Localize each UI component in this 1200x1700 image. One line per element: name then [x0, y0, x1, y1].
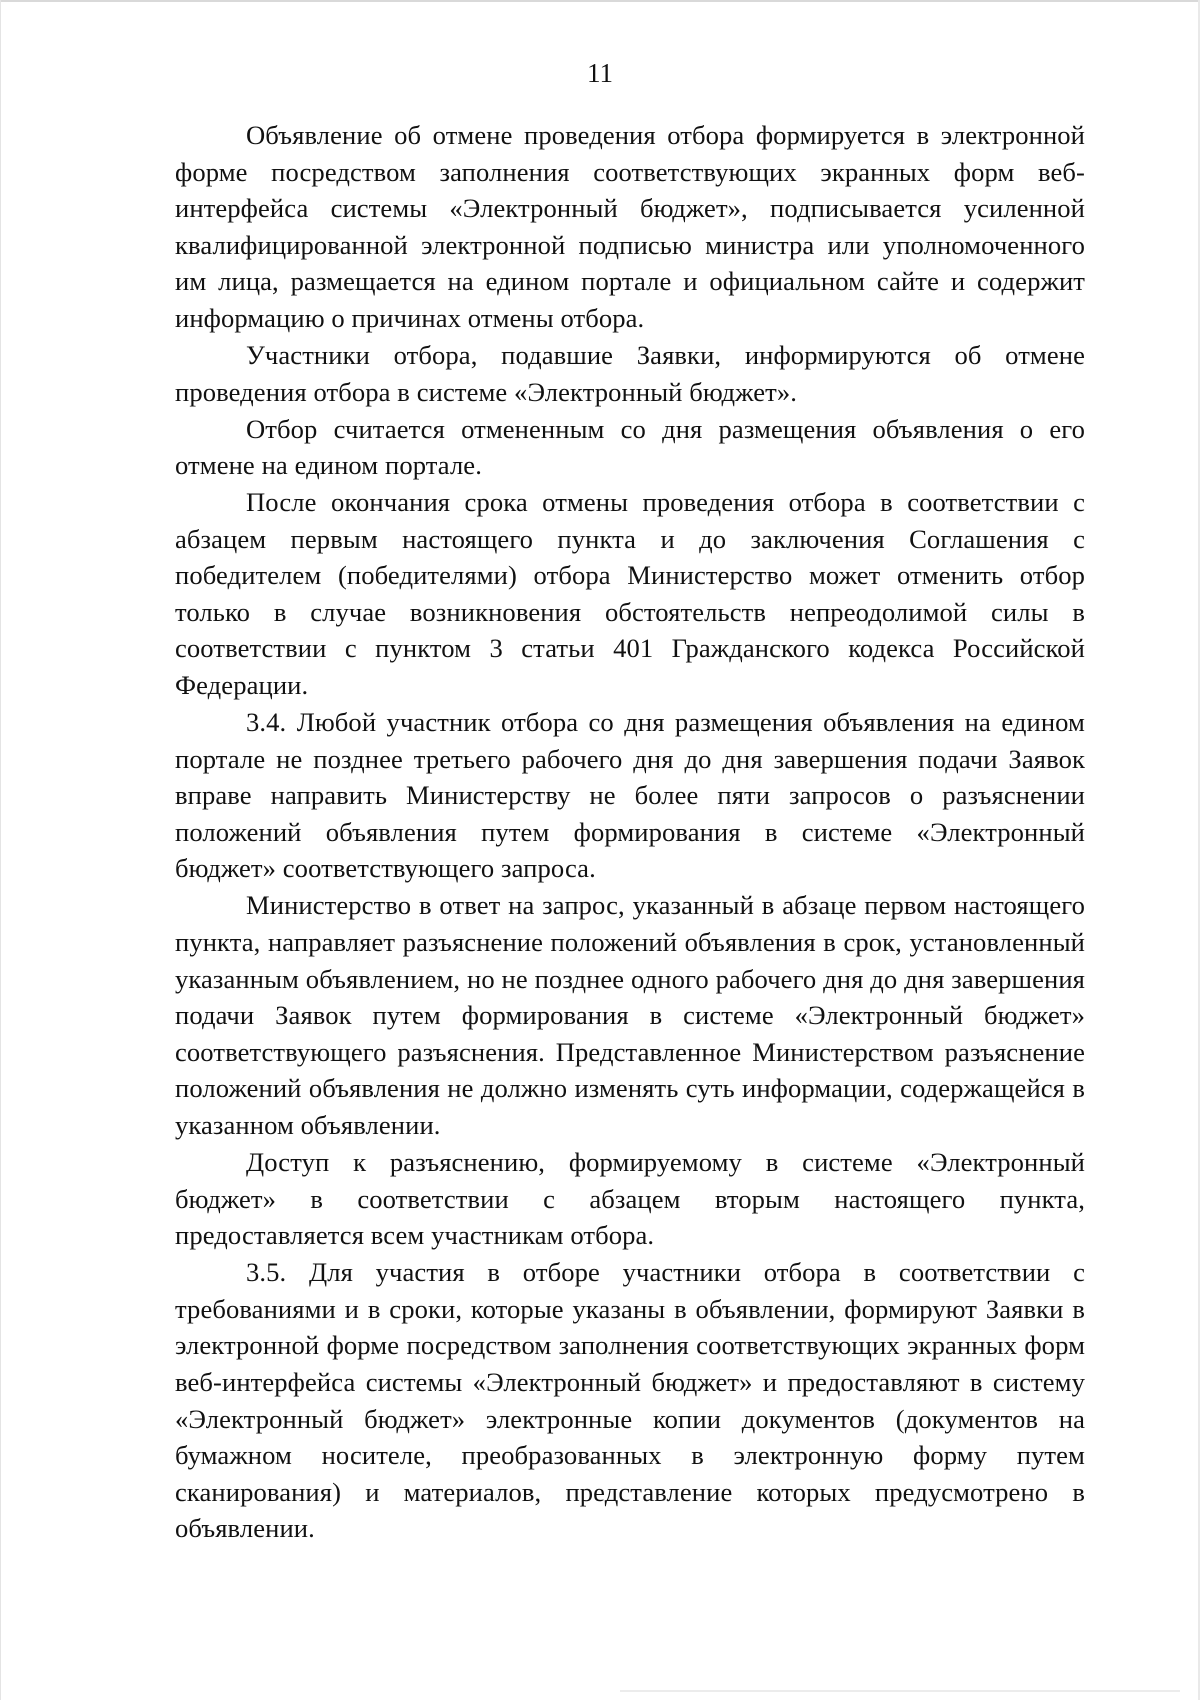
scan-edge-left — [0, 0, 1, 1700]
page-number: 11 — [587, 58, 613, 88]
paragraph-force-majeure: После окончания срока отмены проведения отбора в соответствии с абзацем первым настоящего пункта и до заключения Соглашения с победителем (победителями) отбора Министерство может отменить отбор только в случае возникновения обстоятельств непреодолимой силы в соответствии с пунктом 3 статьи 401 Гражданского кодекса Российской Федерации. — [175, 487, 1085, 701]
document-body — [175, 117, 1085, 1547]
paragraph-cancellation-notice: Объявление об отмене проведения отбора формируется в электронной форме посредством заполнения соответствующих экранных форм веб-интерфейса системы «Электронный бюджет», подписывается усиленной квалифицированной электронной подписью министра или уполномоченного им лица, размещается на едином портале и официальном сайте и содержит информацию о причинах отмены отбора. — [175, 120, 1085, 333]
paragraph-participants-informed: Участники отбора, подавшие Заявки, информируются об отмене проведения отбора в системе «Электронный бюджет». — [175, 339, 1085, 407]
paragraph-3-5-applications: 3.5. Для участия в отборе участники отбора в соответствии с требованиями и в сроки, которые указаны в объявлении, формируют Заявки в электронной форме посредством заполнения соответствующих экранных форм веб-интерфейса системы «Электронный бюджет» и предоставляют в систему «Электронный бюджет» электронные копии документов (документов на бумажном носителе, преобразованных в электронную форму путем сканирования) и материалов, представление которых предусмотрено в объявлении. — [175, 1257, 1085, 1544]
paragraph-ministry-response: Министерство в ответ на запрос, указанный в абзаце первом настоящего пункта, направляет разъяснение положений объявления в срок, установленный указанным объявлением, но не позднее одного рабочего дня до дня завершения подачи Заявок путем формирования в системе «Электронный бюджет» соответствующего разъяснения. Представленное Министерством разъяснение положений объявления не должно изменять суть информации, содержащейся в указанном объявлении. — [175, 890, 1085, 1140]
paragraph-selection-cancelled: Отбор считается отмененным со дня размещения объявления о его отмене на едином портале. — [175, 413, 1085, 481]
scan-edge-top — [0, 0, 1200, 2]
paragraph-3-4-requests: 3.4. Любой участник отбора со дня размещения объявления на едином портале не позднее третьего рабочего дня до дня завершения подачи Заявок вправе направить Министерству не более пяти запросов о разъяснении положений объявления путем формирования в системе «Электронный бюджет» соответствующего запроса. — [175, 707, 1085, 884]
paragraph-access-clarification: Доступ к разъяснению, формируемому в системе «Электронный бюджет» в соответствии с абзацем вторым настоящего пункта, предоставляется всем участникам отбора. — [175, 1146, 1085, 1251]
scan-edge-bottom — [620, 1690, 1180, 1692]
